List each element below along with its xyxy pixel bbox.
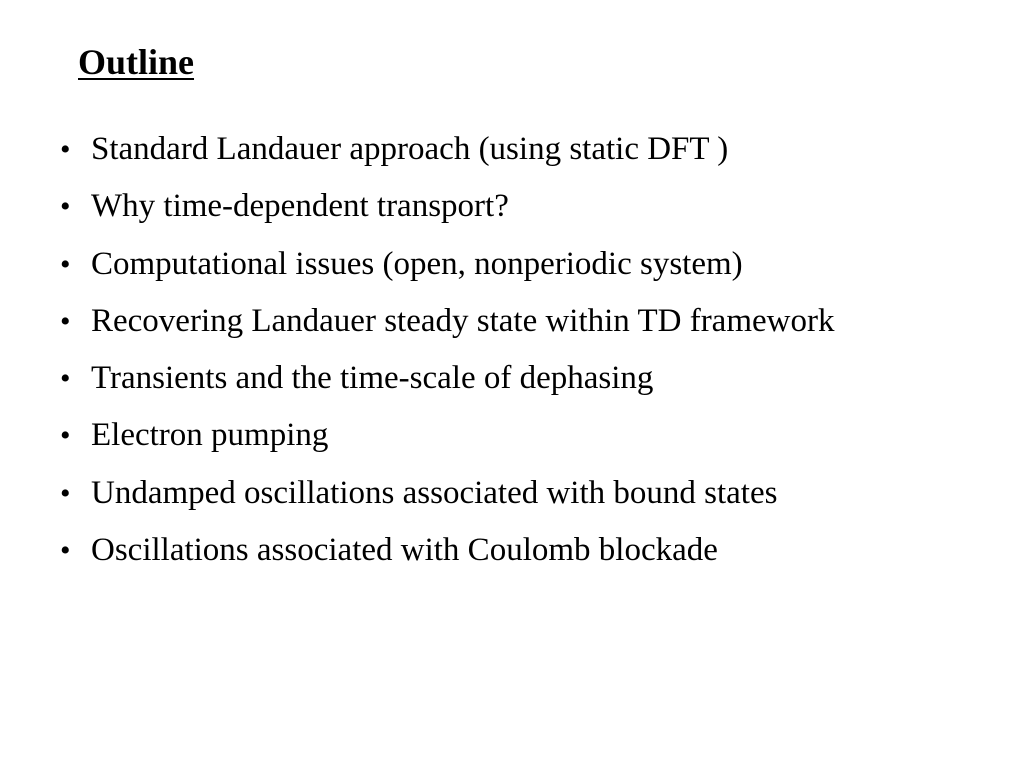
bullet-item (60, 293, 834, 350)
bullet-item (60, 236, 834, 293)
bullet-item (60, 350, 834, 407)
bullet-list (60, 121, 834, 579)
bullet-text: Computational issues (open, nonperiodic system) (91, 245, 743, 282)
bullet-item (60, 465, 834, 522)
bullet-dot-icon: • (60, 304, 71, 338)
bullet-text: Oscillations associated with Coulomb blockade (91, 532, 718, 569)
slide-title: Outline (78, 42, 195, 82)
bullet-dot-icon: • (60, 190, 71, 224)
bullet-dot-icon: • (60, 476, 71, 510)
bullet-item (60, 178, 834, 235)
bullet-item (60, 121, 834, 178)
bullet-text: Undamped oscillations associated with bound states (91, 474, 778, 511)
bullet-dot-icon: • (60, 534, 71, 568)
bullet-dot-icon: • (60, 247, 71, 281)
bullet-item (60, 407, 834, 464)
bullet-text: Electron pumping (91, 417, 329, 454)
bullet-text: Standard Landauer approach (using static DFT ) (91, 131, 729, 167)
bullet-item (60, 522, 834, 579)
bullet-dot-icon: • (60, 419, 71, 453)
bullet-dot-icon: • (60, 133, 71, 166)
bullet-text: Transients and the time-scale of dephasing (91, 360, 654, 397)
bullet-text: Recovering Landauer steady state within TD framework (91, 302, 835, 339)
bullet-dot-icon: • (60, 362, 71, 396)
bullet-text: Why time-dependent transport? (91, 188, 509, 225)
